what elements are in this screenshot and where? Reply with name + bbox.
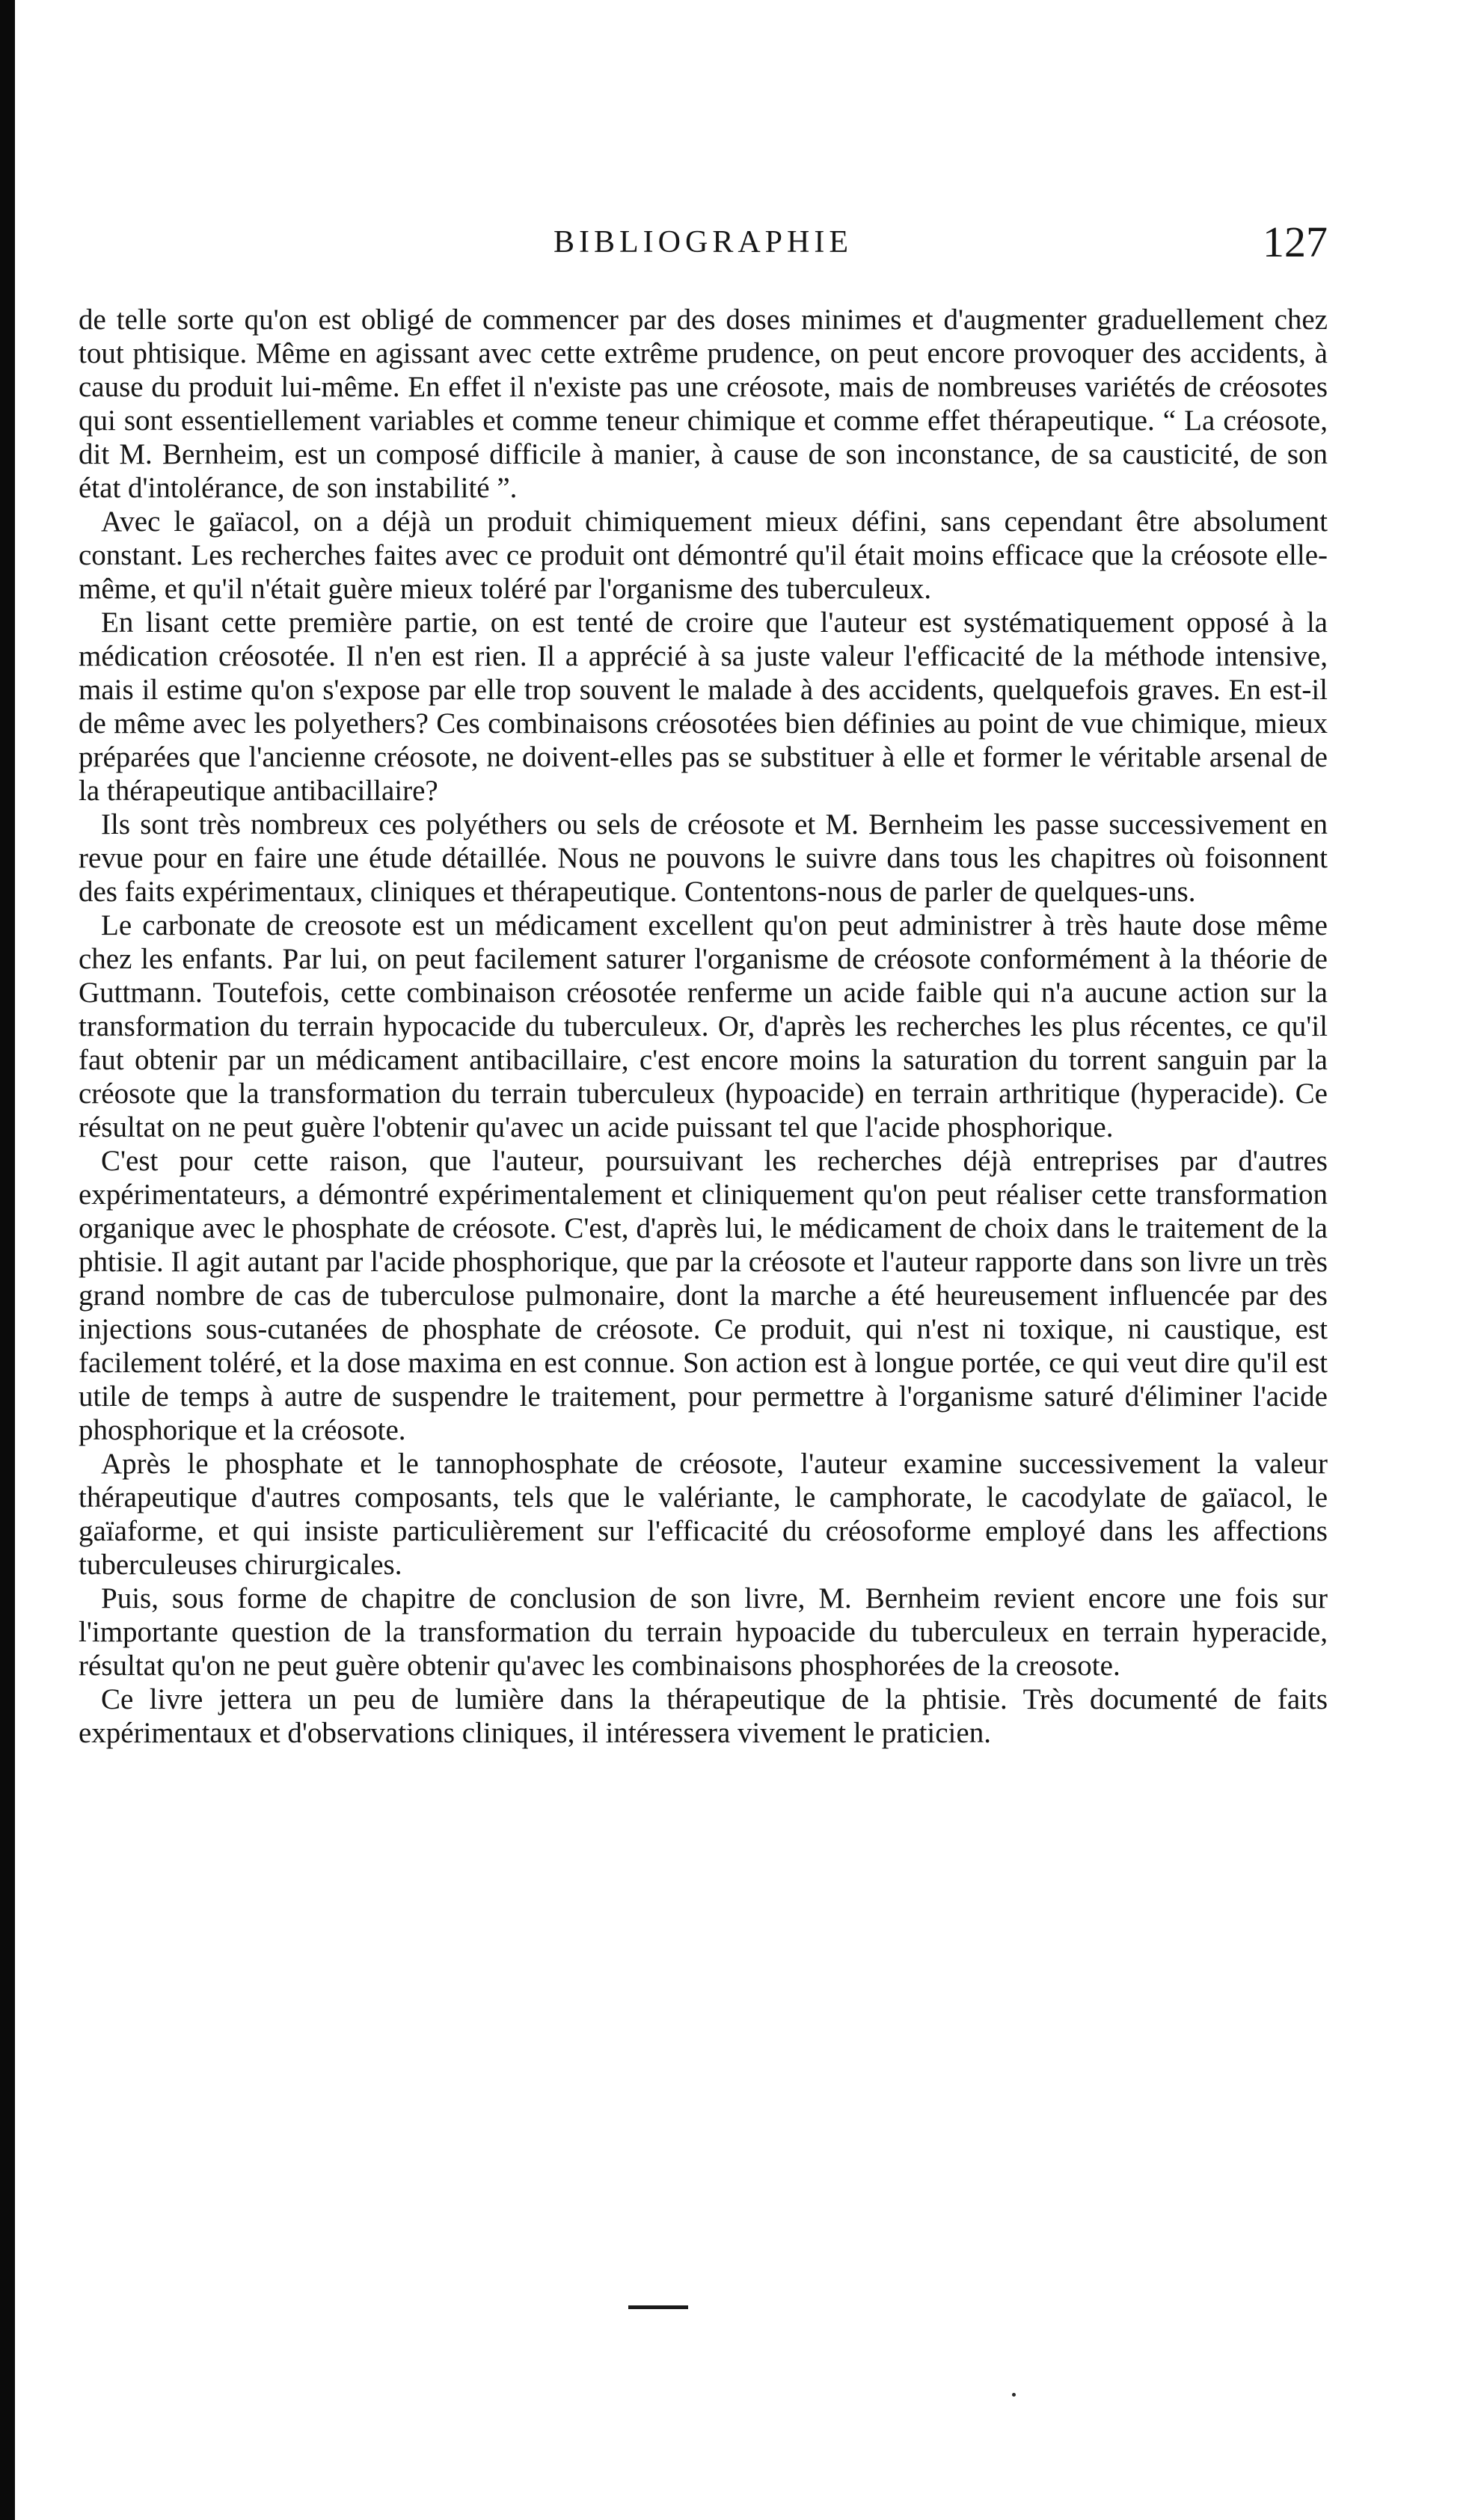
paragraph-5: Le carbonate de creosote est un médicament excellent qu'on peut administrer à très haute dose même chez les enfants. Par lui, on peut facilement saturer l'organisme de créosote conformément à la théorie de Guttmann. Toutefois, cette combinaison créosotée renferme un acide faible qui n'a aucune action sur la transformation du terrain hypocacide du tuberculeux. Or, d'après les recherches les plus récentes, ce qu'il faut obtenir par un médicament antibacillaire, c'est encore moins la saturation du torrent sanguin par la créosote que la transformation du terrain tuberculeux (hypoacide) en terrain arthritique (hyperacide). Ce résultat on ne peut guère l'obtenir qu'avec un acide puissant tel que l'acide phosphorique.: [79, 909, 1328, 1143]
scan-edge: [0, 0, 15, 2520]
running-head: BIBLIOGRAPHIE: [553, 225, 853, 259]
end-rule: [628, 2305, 688, 2309]
scan-speck: [1012, 2393, 1016, 2397]
page-number: 127: [1263, 218, 1328, 266]
paragraph-2: Avec le gaïacol, on a déjà un produit chimiquement mieux défini, sans cependant être absolument constant. Les recherches faites avec ce produit ont démontré qu'il était moins efficace que la créosote elle-même, et qu'il n'était guère mieux toléré par l'organisme des tuberculeux.: [79, 505, 1328, 605]
page-header: [79, 217, 1328, 269]
paragraph-7: Après le phosphate et le tannophosphate de créosote, l'auteur examine successivement la valeur thérapeutique d'autres composants, tels que le valériante, le camphorate, le cacodylate de gaïacol, le gaïaforme, et qui insiste particulièrement sur l'efficacité du créosoforme employé dans les affections tuberculeuses chirurgicales.: [79, 1448, 1328, 1581]
paragraph-4: Ils sont très nombreux ces polyéthers ou sels de créosote et M. Bernheim les passe successivement en revue pour en faire une étude détaillée. Nous ne pouvons le suivre dans tous les chapitres où foisonnent des faits expérimentaux, cliniques et thérapeutique. Contentons-nous de parler de quelques-uns.: [79, 808, 1328, 908]
paragraph-6: C'est pour cette raison, que l'auteur, poursuivant les recherches déjà entreprises par d'autres expérimentateurs, a démontré expérimentalement et cliniquement qu'on peut réaliser cette transformation organique avec le phosphate de créosote. C'est, d'après lui, le médicament de choix dans le traitement de la phtisie. Il agit autant par l'acide phosphorique, que par la créosote et l'auteur rapporte dans son livre un très grand nombre de cas de tuberculose pulmonaire, dont la marche a été heureusement influencée par des injections sous-cutanées de phosphate de créosote. Ce produit, qui n'est ni toxique, ni caustique, est facilement toléré, et la dose maxima en est connue. Son action est à longue portée, ce qui veut dire qu'il est utile de temps à autre de suspendre le traitement, pour permettre à l'organisme saturé d'éliminer l'acide phosphorique et la créosote.: [79, 1145, 1328, 1446]
paragraph-8: Puis, sous forme de chapitre de conclusion de son livre, M. Bernheim revient encore une fois sur l'importante question de la transformation du terrain hypoacide du tuberculeux en terrain hyperacide, résultat qu'on ne peut guère obtenir qu'avec les combinaisons phosphorées de la creosote.: [79, 1582, 1328, 1682]
body-text: [79, 303, 1328, 1750]
paragraph-3: En lisant cette première partie, on est tenté de croire que l'auteur est systématiquement opposé à la médication créosotée. Il n'en est rien. Il a apprécié à sa juste valeur l'efficacité de la méthode intensive, mais il estime qu'on s'expose par elle trop souvent le malade à des accidents, quelquefois graves. En est-il de même avec les polyethers? Ces combinaisons créosotées bien définies au point de vue chimique, mieux préparées que l'ancienne créosote, ne doivent-elles pas se substituer à elle et former le véritable arsenal de la thérapeutique antibacillaire?: [79, 606, 1328, 807]
paragraph-9: Ce livre jettera un peu de lumière dans la thérapeutique de la phtisie. Très documenté de faits expérimentaux et d'observations cliniques, il intéressera vivement le praticien.: [79, 1683, 1328, 1749]
paragraph-1: de telle sorte qu'on est obligé de commencer par des doses minimes et d'augmenter graduellement chez tout phtisique. Même en agissant avec cette extrême prudence, on peut encore provoquer des accidents, à cause du produit lui-même. En effet il n'existe pas une créosote, mais de nombreuses variétés de créosotes qui sont essentiellement variables et comme teneur chimique et comme effet thérapeutique. “ La créosote, dit M. Bernheim, est un composé difficile à manier, à cause de son inconstance, de sa causticité, de son état d'intolérance, de son instabilité ”.: [79, 304, 1328, 504]
